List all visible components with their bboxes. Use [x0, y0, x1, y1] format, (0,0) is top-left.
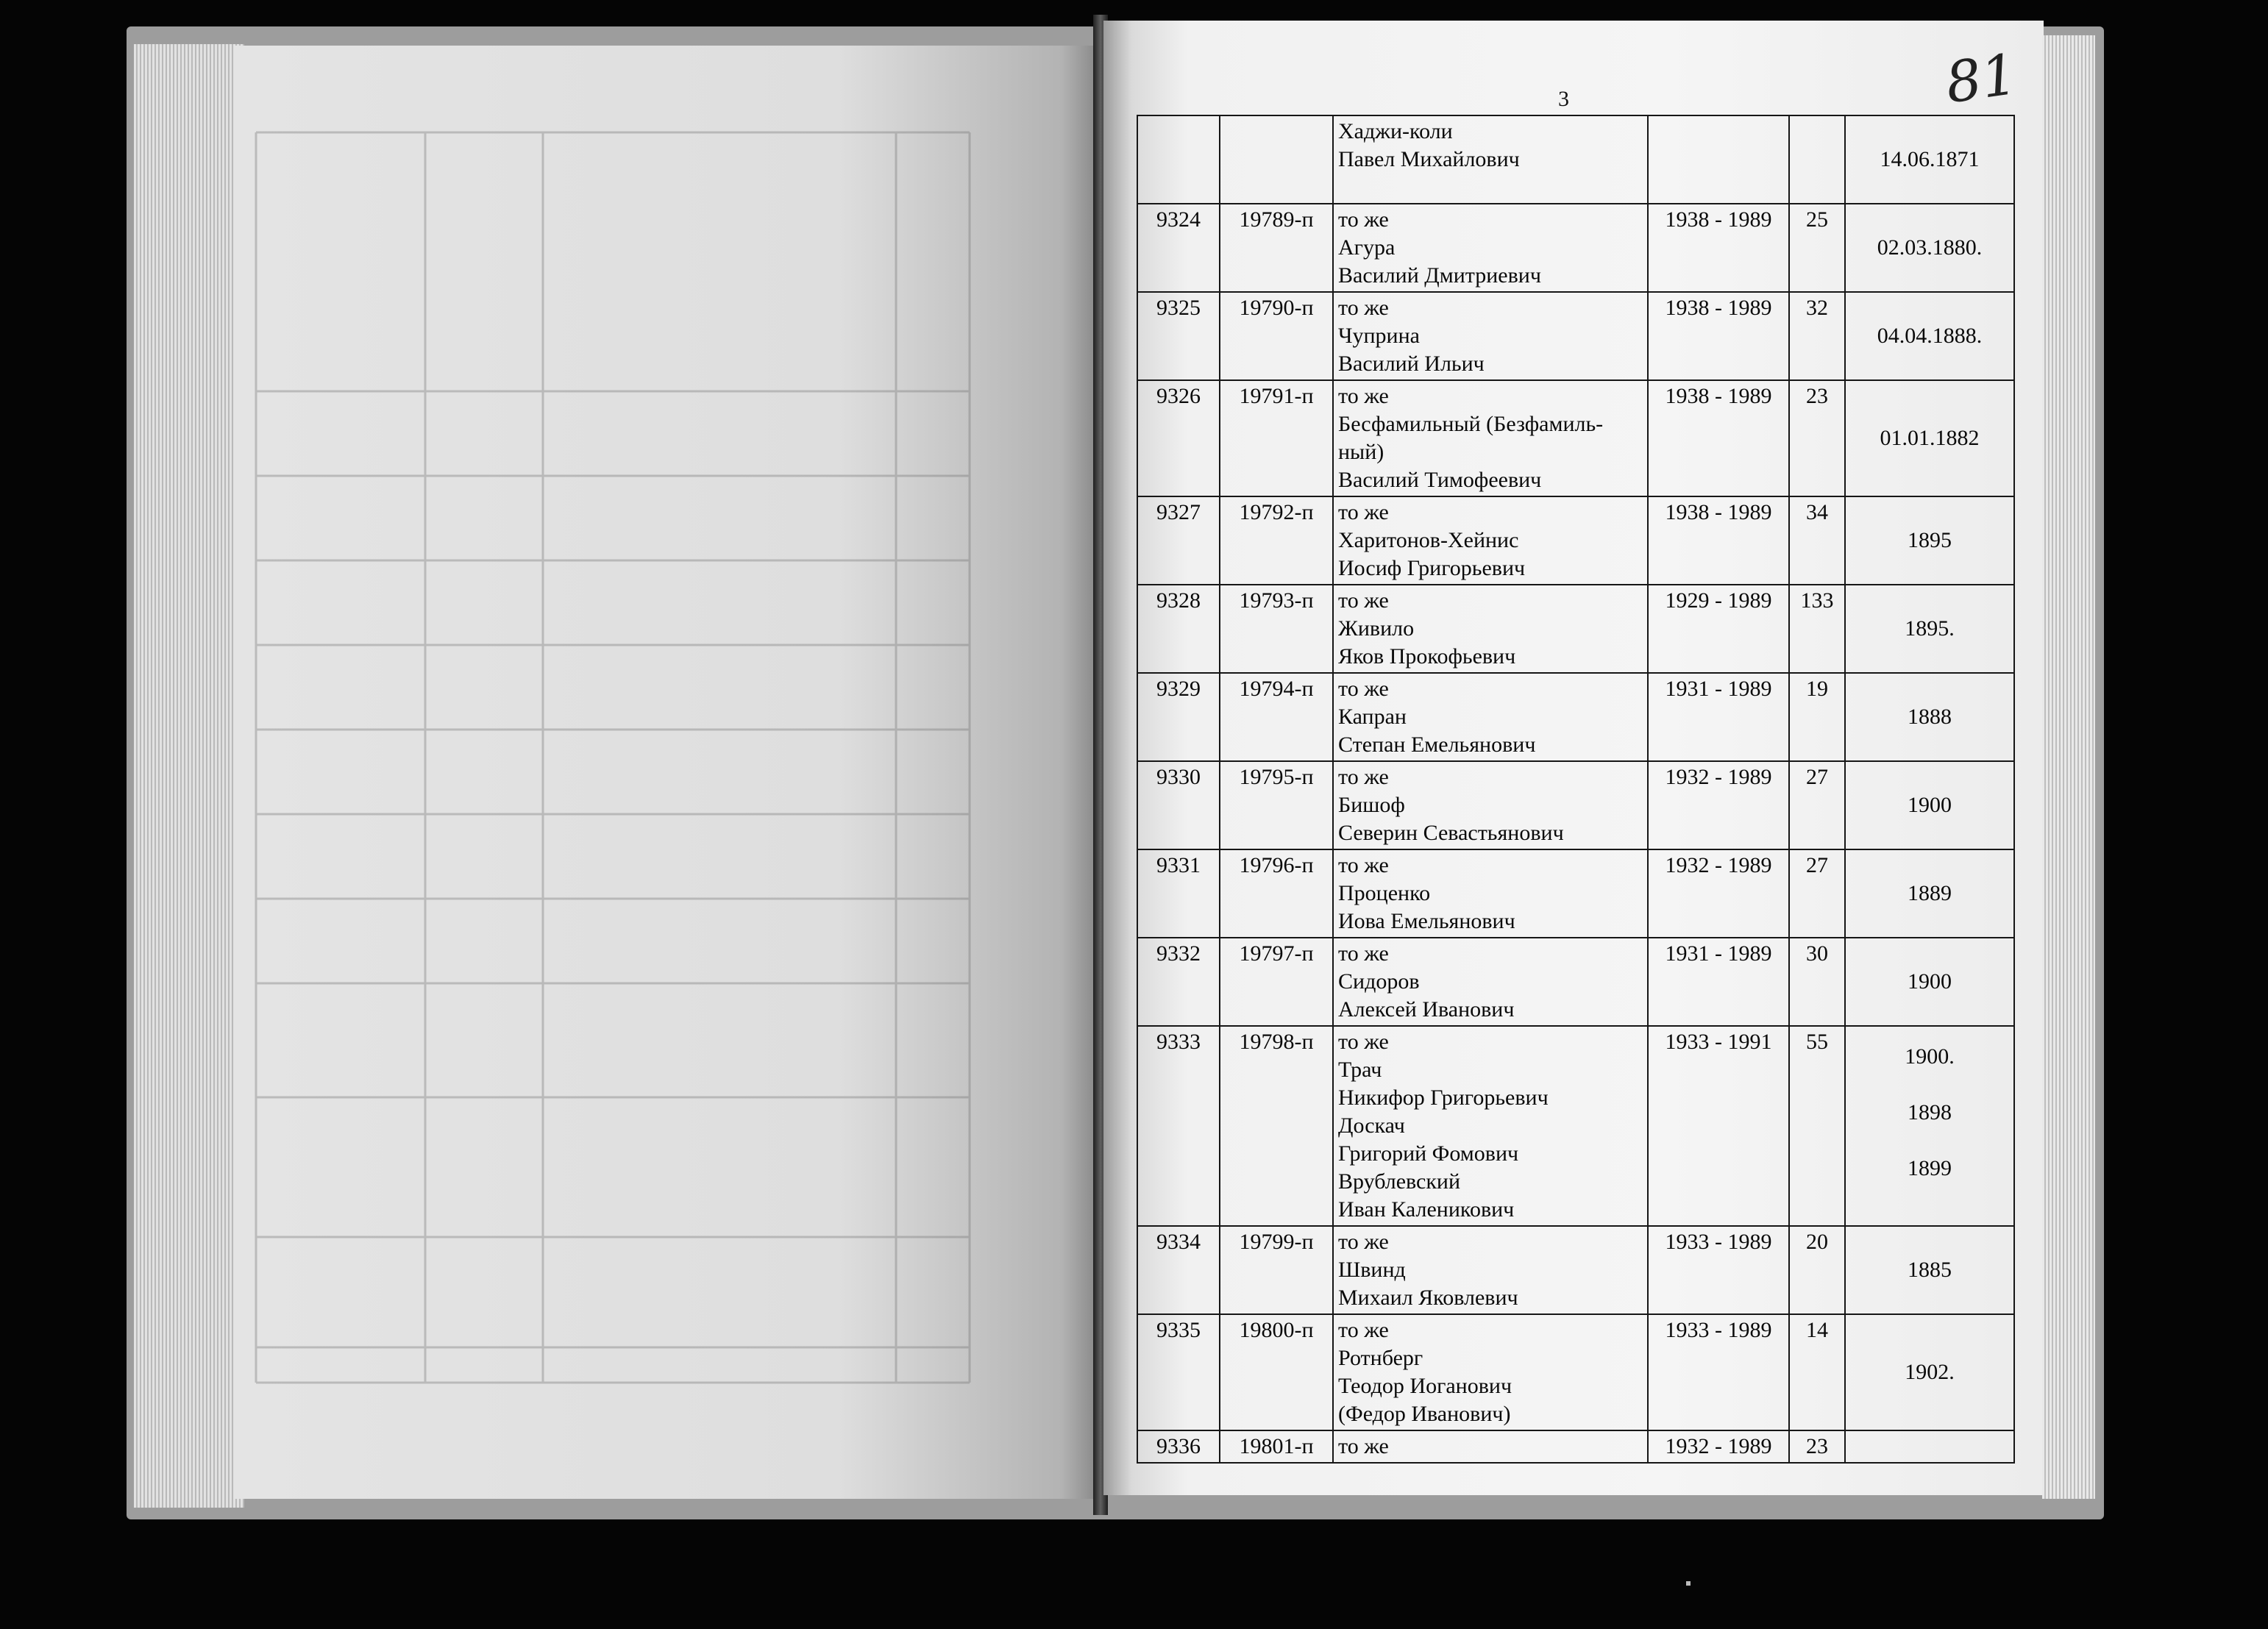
birth-date-cell [1845, 496, 2014, 585]
register-body [1137, 115, 2014, 1463]
birth-date: 1900 [1908, 969, 1952, 994]
birth-date-cell [1845, 849, 2014, 938]
table-row [1137, 115, 2014, 204]
case-number-cell: 19793-п [1220, 585, 1333, 673]
name-cell [1333, 849, 1648, 938]
years-cell: 1938 - 1989 [1648, 380, 1789, 496]
name-line: то же [1338, 500, 1389, 524]
record-number-cell: 9333 [1137, 1026, 1220, 1226]
birth-date: 01.01.1882 [1880, 426, 1980, 450]
table-row [1137, 673, 2014, 761]
years-cell [1648, 115, 1789, 204]
register-table [1137, 115, 2015, 1464]
years-cell: 1932 - 1989 [1648, 1430, 1789, 1463]
name-line: Живило [1338, 616, 1415, 641]
name-line: то же [1338, 384, 1389, 408]
case-number-cell: 19790-п [1220, 292, 1333, 380]
sheet-count-cell: 30 [1789, 938, 1845, 1026]
birth-date-cell [1845, 1430, 2014, 1463]
name-cell [1333, 1430, 1648, 1463]
case-number-cell: 19797-п [1220, 938, 1333, 1026]
birth-date-cell [1845, 380, 2014, 496]
years-cell: 1929 - 1989 [1648, 585, 1789, 673]
show-through-table-lines [234, 46, 1096, 1499]
birth-date-cell [1845, 115, 2014, 204]
table-row [1137, 849, 2014, 938]
name-line: Теодор Иоганович [1338, 1374, 1512, 1398]
birth-date: 14.06.1871 [1880, 147, 1980, 171]
name-line: Доскач [1338, 1113, 1405, 1138]
name-line: Григорий Фомович [1338, 1141, 1519, 1166]
table-row [1137, 292, 2014, 380]
table-row [1137, 585, 2014, 673]
right-page-stack [2042, 35, 2095, 1499]
case-number-cell: 19789-п [1220, 204, 1333, 292]
name-line: Харитонов-Хейнис [1338, 528, 1519, 552]
sheet-count-cell: 14 [1789, 1314, 1845, 1430]
record-number-cell: 9330 [1137, 761, 1220, 849]
birth-date-cell [1845, 1026, 2014, 1226]
years-cell: 1938 - 1989 [1648, 496, 1789, 585]
case-number-cell: 19792-п [1220, 496, 1333, 585]
name-cell [1333, 380, 1648, 496]
sheet-count-cell: 20 [1789, 1226, 1845, 1314]
name-cell [1333, 496, 1648, 585]
birth-date-cell [1845, 1314, 2014, 1430]
name-line: Василий Ильич [1338, 352, 1485, 376]
name-line: Василий Дмитриевич [1338, 263, 1541, 288]
name-line: Трач [1338, 1058, 1382, 1082]
birth-date: 1895 [1908, 528, 1952, 552]
name-line: Капран [1338, 705, 1407, 729]
sheet-count-cell: 27 [1789, 761, 1845, 849]
case-number-cell: 19800-п [1220, 1314, 1333, 1430]
record-number-cell: 9327 [1137, 496, 1220, 585]
table-row [1137, 496, 2014, 585]
sheet-count-cell [1789, 115, 1845, 204]
case-number-cell: 19791-п [1220, 380, 1333, 496]
name-line: Иова Емельянович [1338, 909, 1515, 933]
table-row [1137, 1430, 2014, 1463]
record-number-cell: 9332 [1137, 938, 1220, 1026]
name-line: Чуприна [1338, 324, 1420, 348]
name-line: Северин Севастьянович [1338, 821, 1564, 845]
case-number-cell: 19799-п [1220, 1226, 1333, 1314]
name-line: Бесфамильный (Безфамиль- [1338, 412, 1604, 436]
birth-date: 1888 [1908, 705, 1952, 729]
table-row [1137, 938, 2014, 1026]
left-page [234, 46, 1096, 1499]
name-line: Проценко [1338, 881, 1431, 905]
name-cell [1333, 292, 1648, 380]
sheet-count-cell: 27 [1789, 849, 1845, 938]
name-line: Иосиф Григорьевич [1338, 556, 1526, 580]
name-line: Павел Михайлович [1338, 147, 1520, 171]
years-cell: 1931 - 1989 [1648, 938, 1789, 1026]
record-number-cell: 9331 [1137, 849, 1220, 938]
page-number: 3 [1558, 87, 1569, 111]
name-line: то же [1338, 1230, 1389, 1254]
record-number-cell: 9325 [1137, 292, 1220, 380]
name-cell [1333, 1314, 1648, 1430]
years-cell: 1938 - 1989 [1648, 292, 1789, 380]
table-row [1137, 1314, 2014, 1430]
handwritten-folio-number: 81 [1941, 40, 2022, 116]
name-line: то же [1338, 765, 1389, 789]
birth-date: 1889 [1908, 881, 1952, 905]
years-cell: 1933 - 1989 [1648, 1226, 1789, 1314]
name-line: Хаджи-коли [1338, 119, 1453, 143]
name-cell [1333, 1026, 1648, 1226]
name-cell [1333, 1226, 1648, 1314]
sheet-count-cell: 25 [1789, 204, 1845, 292]
name-line: Агура [1338, 235, 1396, 260]
name-line: Швинд [1338, 1258, 1406, 1282]
name-line: Иван Каленикович [1338, 1197, 1515, 1222]
name-line: то же [1338, 207, 1389, 232]
name-line: Никифор Григорьевич [1338, 1086, 1549, 1110]
years-cell: 1931 - 1989 [1648, 673, 1789, 761]
case-number-cell: 19801-п [1220, 1430, 1333, 1463]
birth-date: 1898 [1908, 1100, 1952, 1124]
left-page-stack [134, 44, 244, 1508]
sheet-count-cell: 55 [1789, 1026, 1845, 1226]
years-cell: 1933 - 1989 [1648, 1314, 1789, 1430]
birth-date: 1900 [1908, 793, 1952, 817]
name-line: Сидоров [1338, 969, 1420, 994]
birth-date-cell [1845, 204, 2014, 292]
name-line: то же [1338, 1030, 1389, 1054]
name-line: ный) [1338, 440, 1384, 464]
birth-date-cell [1845, 938, 2014, 1026]
table-row [1137, 1026, 2014, 1226]
name-cell [1333, 115, 1648, 204]
record-number-cell: 9334 [1137, 1226, 1220, 1314]
table-row [1137, 204, 2014, 292]
sheet-count-cell: 23 [1789, 1430, 1845, 1463]
name-line: Бишоф [1338, 793, 1405, 817]
name-line: Алексей Иванович [1338, 997, 1515, 1022]
case-number-cell: 19798-п [1220, 1026, 1333, 1226]
name-line: то же [1338, 296, 1389, 320]
case-number-cell: 19795-п [1220, 761, 1333, 849]
birth-date-cell [1845, 673, 2014, 761]
name-line: Степан Емельянович [1338, 732, 1536, 757]
birth-date: 1900. [1905, 1044, 1955, 1069]
birth-date: 04.04.1888. [1877, 324, 1983, 348]
years-cell: 1938 - 1989 [1648, 204, 1789, 292]
table-row [1137, 380, 2014, 496]
name-line: Ротнберг [1338, 1346, 1423, 1370]
birth-date-cell [1845, 1226, 2014, 1314]
name-cell [1333, 761, 1648, 849]
name-line: то же [1338, 853, 1389, 877]
birth-date: 02.03.1880. [1877, 235, 1983, 260]
name-line: то же [1338, 677, 1389, 701]
name-line: Яков Прокофьевич [1338, 644, 1516, 669]
birth-date: 1895. [1905, 616, 1955, 641]
name-line: Врублевский [1338, 1169, 1461, 1194]
sheet-count-cell: 23 [1789, 380, 1845, 496]
case-number-cell: 19796-п [1220, 849, 1333, 938]
name-line: то же [1338, 588, 1389, 613]
record-number-cell: 9328 [1137, 585, 1220, 673]
record-number-cell: 9335 [1137, 1314, 1220, 1430]
name-cell [1333, 204, 1648, 292]
record-number-cell: 9336 [1137, 1430, 1220, 1463]
table-row [1137, 1226, 2014, 1314]
record-number-cell: 9324 [1137, 204, 1220, 292]
sheet-count-cell: 133 [1789, 585, 1845, 673]
name-line: то же [1338, 1434, 1389, 1458]
name-cell [1333, 673, 1648, 761]
case-number-cell: 19794-п [1220, 673, 1333, 761]
case-number-cell [1220, 115, 1333, 204]
name-cell [1333, 585, 1648, 673]
name-line: то же [1338, 1318, 1389, 1342]
birth-date-cell [1845, 292, 2014, 380]
sheet-count-cell: 19 [1789, 673, 1845, 761]
birth-date: 1902. [1905, 1360, 1955, 1384]
birth-date-cell [1845, 585, 2014, 673]
years-cell: 1933 - 1991 [1648, 1026, 1789, 1226]
name-line: Василий Тимофеевич [1338, 468, 1542, 492]
record-number-cell [1137, 115, 1220, 204]
sheet-count-cell: 32 [1789, 292, 1845, 380]
record-number-cell: 9326 [1137, 380, 1220, 496]
page-speck [1686, 1581, 1691, 1586]
sheet-count-cell: 34 [1789, 496, 1845, 585]
birth-date-cell [1845, 761, 2014, 849]
birth-date: 1899 [1908, 1156, 1952, 1180]
birth-date: 1885 [1908, 1258, 1952, 1282]
name-line: Михаил Яковлевич [1338, 1286, 1518, 1310]
name-line: то же [1338, 941, 1389, 966]
years-cell: 1932 - 1989 [1648, 761, 1789, 849]
table-row [1137, 761, 2014, 849]
name-line: (Федор Иванович) [1338, 1402, 1511, 1426]
record-number-cell: 9329 [1137, 673, 1220, 761]
years-cell: 1932 - 1989 [1648, 849, 1789, 938]
name-cell [1333, 938, 1648, 1026]
